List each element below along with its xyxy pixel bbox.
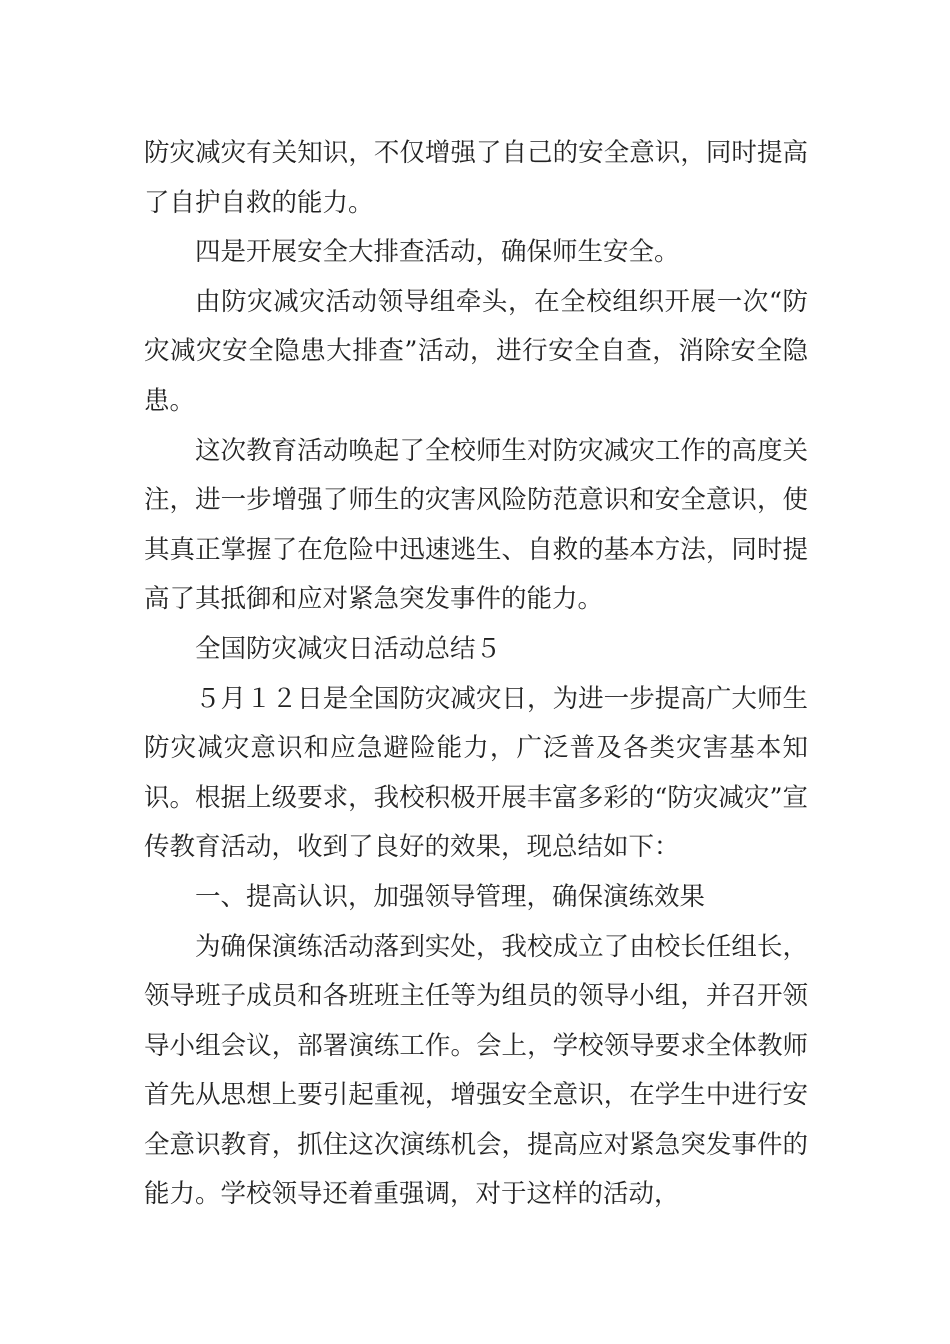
paragraph-introduction: ５月１２日是全国防灾减灾日，为进一步提高广大师生防灾减灾意识和应急避险能力，广泛普及各类灾害基本知识。根据上级要求，我校积极开展丰富多彩的“防灾减灾”宣传教育活动，收到了良好的效果，现总结如下： xyxy=(144,683,808,863)
paragraph-leadership: 为确保演练活动落到实处，我校成立了由校长任组长，领导班子成员和各班班主任等为组员的领导小组，并召开领导小组会议，部署演练工作。会上，学校领导要求全体教师首先从思想上要引起重视，增强安全意识，在学生中进行安全意识教育，抓住这次演练机会，提高应对紧急突发事件的能力。学校领导还着重强调，对于这样的活动， xyxy=(144,931,808,1210)
paragraph-safety-inspection-point: 四是开展安全大排查活动，确保师生安全。 xyxy=(195,237,680,268)
paragraph-continuation: 防灾减灾有关知识，不仅增强了自己的安全意识，同时提高了自护自救的能力。 xyxy=(144,138,808,218)
paragraph-inspection-details: 由防灾减灾活动领导组牵头，在全校组织开展一次“防灾减灾安全隐患大排查”活动，进行安全自查，消除安全隐患。 xyxy=(144,286,808,416)
section-heading-one: 一、提高认识，加强领导管理，确保演练效果 xyxy=(195,881,706,912)
paragraph-activity-effect: 这次教育活动唤起了全校师生对防灾减灾工作的高度关注，进一步增强了师生的灾害风险防范意识和安全意识，使其真正掌握了在危险中迅速逃生、自救的基本方法，同时提高了其抵御和应对紧急突发事件的能力。 xyxy=(144,435,808,615)
document-body xyxy=(144,129,808,1220)
section-title: 全国防灾减灾日活动总结５ xyxy=(195,633,502,664)
